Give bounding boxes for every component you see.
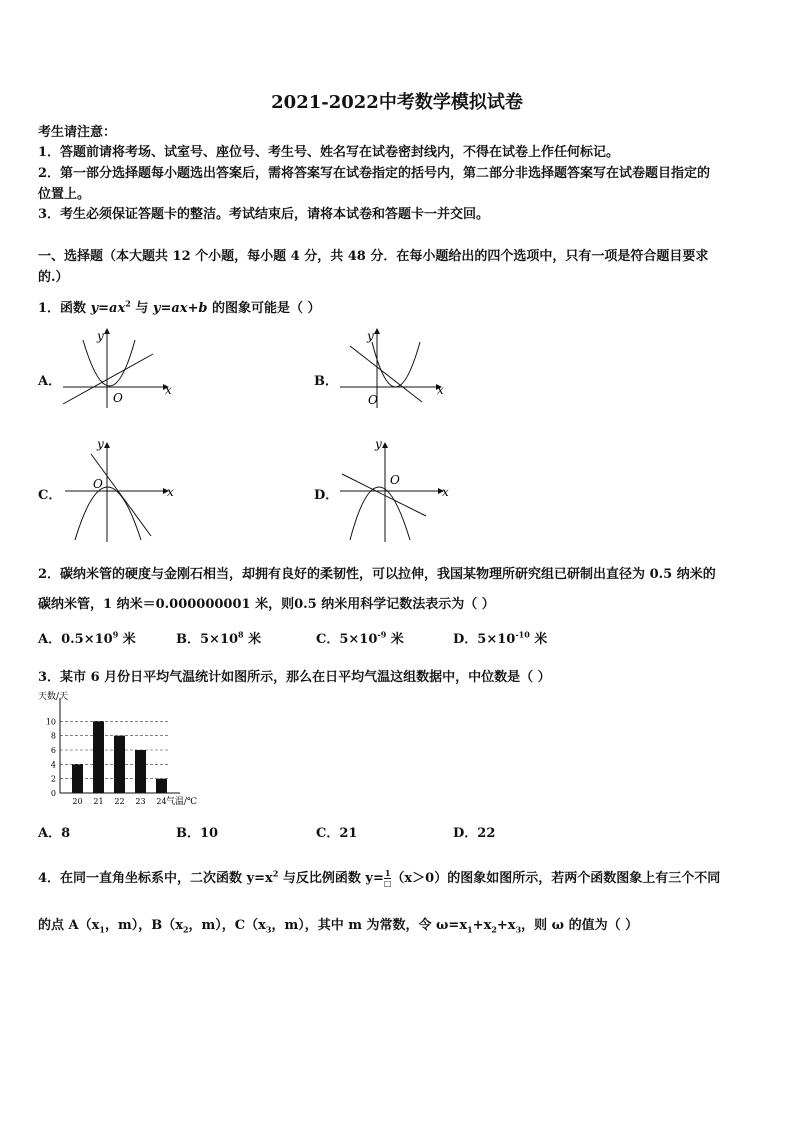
x-tick-label: 20 [72, 797, 83, 806]
chart-y-ticks [46, 717, 56, 798]
q2-option-d: D．$5\times 10^{-10}$ 米 [453, 629, 548, 647]
parabola [83, 340, 135, 386]
notice-item: 2．第一部分选择题每小题选出答案后，需将答案写在试卷指定的括号内，第二部分非选择题答案写在试卷题目指定的 [38, 166, 711, 181]
q1-option-d-label: D． [314, 488, 339, 503]
chart-x-label: 气温/℃ [166, 797, 198, 807]
y-axis-arrow [104, 328, 110, 334]
q1-option-b-graph [330, 322, 455, 412]
y-label: y [97, 329, 104, 343]
y-tick-label: 4 [50, 760, 56, 770]
y-tick-label: 8 [50, 731, 56, 741]
origin-label: O [390, 473, 400, 487]
q3-option-d: D．22 [453, 826, 496, 841]
origin-label: O [113, 391, 123, 405]
y-label: y [97, 437, 104, 451]
y-tick-label: 2 [50, 774, 56, 784]
q2-text: 2．碳纳米管的硬度与金刚石相当，却拥有良好的柔韧性，可以拉伸，我国某物理所研究组已研制出直径为 0.5 纳米的 [38, 567, 716, 582]
notice-heading: 考生请注意： [38, 125, 117, 140]
x-tick-label: 24 [156, 797, 167, 806]
q1-option-c-graph [55, 436, 180, 544]
x-label: x [165, 383, 172, 397]
line [342, 474, 426, 516]
line [91, 454, 151, 536]
q3-option-c: C．21 [316, 826, 358, 841]
line [350, 346, 422, 402]
x-label: x [167, 485, 174, 499]
q1-option-d-graph [330, 436, 455, 544]
origin-label: O [93, 477, 103, 491]
q4-text: 4．在同一直角坐标系中，二次函数 $y=x^2$ 与反比例函数 y= 1 □ （x＞0）的图象如图所示，若两个函数图象上有三个不同 [38, 868, 721, 888]
chart-bars [72, 721, 167, 793]
parabola [350, 487, 410, 540]
q2-text-cont: 碳纳米管，1 纳米＝0.000000001 米，则0.5 纳米用科学记数法表示为（ ） [38, 597, 495, 612]
q3-option-b: B．10 [176, 826, 219, 841]
x-label: x [442, 485, 449, 499]
section-heading: 一、选择题（本大题共 12 个小题，每小题 4 分，共 48 分．在每小题给出的四个选项中，只有一项是符合题目要求 [38, 249, 709, 264]
y-label: y [375, 437, 382, 451]
y-axis-arrow [382, 442, 388, 448]
page-title: 2021-2022中考数学模拟试卷 [271, 92, 523, 113]
x-tick-label: 22 [114, 797, 125, 806]
bar [114, 736, 125, 793]
bar [72, 764, 83, 793]
temperature-bar-chart [36, 690, 206, 808]
bar [156, 779, 167, 793]
q3-option-a: A．8 [38, 826, 71, 841]
y-tick-label: 10 [45, 717, 56, 727]
y-axis-arrow [104, 442, 110, 448]
q4-fraction: 1 □ [383, 868, 392, 888]
y-label: y [367, 329, 374, 343]
notice-item: 1．答题前请将考场、试室号、座位号、考生号、姓名写在试卷密封线内，不得在试卷上作任何标记。 [38, 145, 620, 160]
y-axis-arrow [374, 328, 380, 334]
q2-option-a: A．$0.5\times 10^9$ 米 [38, 629, 136, 647]
x-label: x [437, 383, 444, 397]
q1-option-b-label: B． [314, 374, 338, 389]
q4-text-cont: 的点 $A(x_1$，m），$B(x_2$，m），$C(x_3$，m），其中 m 为常数，令 $\omega=x_1+x_2+x_3$，则 ω 的值为（ ） [38, 918, 639, 935]
q2-option-b: B．$5\times 10^8$ 米 [176, 629, 262, 647]
parabola [75, 487, 141, 540]
q2-option-c: C．$5\times 10^{-9}$ 米 [316, 629, 404, 647]
chart-x-ticks [72, 797, 166, 806]
q1-text: 1．函数 $y=ax^2$ 与 y=ax+b 的图象可能是（ ） [38, 298, 321, 316]
q3-text: 3．某市 6 月份日平均气温统计如图所示，那么在日平均气温这组数据中，中位数是（ ） [38, 670, 551, 685]
section-heading-cont: 的.） [38, 270, 69, 285]
x-tick-label: 21 [93, 797, 104, 806]
line [63, 354, 153, 404]
notice-item: 3．考生必须保证答题卡的整洁。考试结束后，请将本试卷和答题卡一并交回。 [38, 207, 490, 222]
parabola [372, 342, 420, 387]
q1-option-a-label: A． [38, 374, 62, 389]
q1-option-c-label: C． [38, 488, 62, 503]
q1-option-a-graph [55, 322, 175, 412]
y-tick-label: 0 [50, 789, 56, 798]
y-tick-label: 6 [50, 746, 56, 755]
bar [93, 721, 104, 793]
x-tick-label: 23 [135, 797, 146, 806]
origin-label: O [368, 393, 378, 407]
notice-item: 位置上。 [38, 187, 91, 202]
bar [135, 750, 146, 793]
chart-y-label: 天数/天 [38, 692, 69, 702]
